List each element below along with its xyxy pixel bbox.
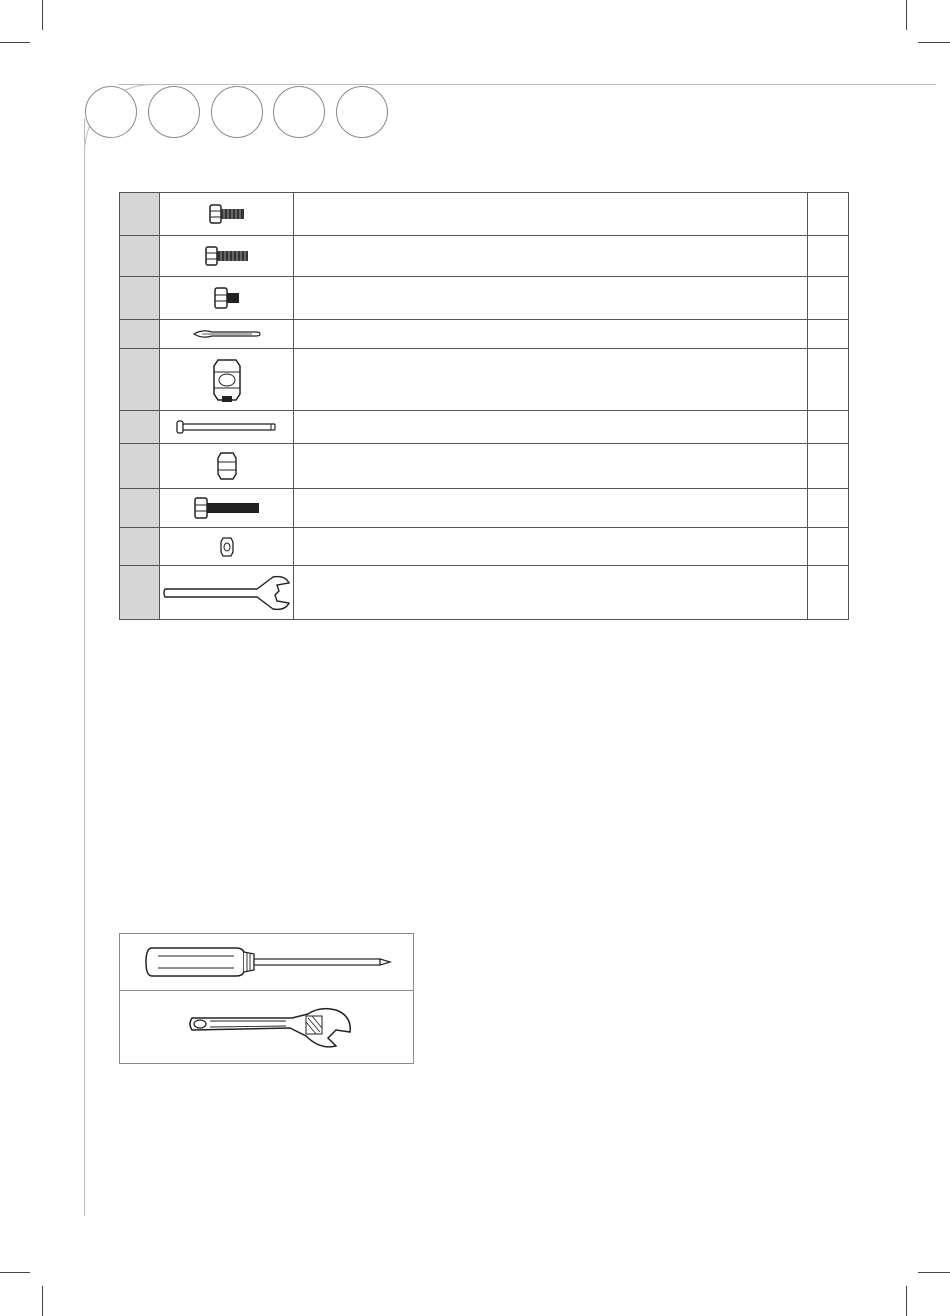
row-quantity [808,236,849,277]
row-quantity [808,193,849,236]
step-circle-4 [273,86,325,138]
table-row [120,277,849,320]
row-index [120,320,160,349]
row-index [120,528,160,566]
row-quantity [808,349,849,411]
tools-divider [120,990,413,991]
step-circle-1 [85,86,137,138]
page-frame-left-line [84,118,85,1216]
row-description [294,349,808,411]
open-end-wrench-icon [160,566,294,620]
table-row [120,489,849,528]
crop-mark [0,1272,30,1273]
table-row [120,193,849,236]
row-quantity [808,566,849,620]
row-description [294,236,808,277]
table-row [120,566,849,620]
crop-mark [42,0,43,30]
row-index [120,349,160,411]
crop-mark [0,42,30,43]
row-quantity [808,489,849,528]
page-frame-top-line [118,84,936,85]
row-quantity [808,411,849,444]
table-row [120,444,849,489]
crop-mark [918,1272,950,1273]
row-index [120,277,160,320]
table-row [120,320,849,349]
small-nut-icon [160,528,294,566]
table-row [120,528,849,566]
row-description [294,528,808,566]
long-threaded-bolt-icon [160,489,294,528]
row-index [120,193,160,236]
stub-hex-bolt-icon [160,277,294,320]
screwdriver-icon [144,942,394,982]
row-quantity [808,444,849,489]
large-lock-nut-icon [160,349,294,411]
crop-mark [906,0,907,30]
long-hex-bolt-icon [160,236,294,277]
crop-mark [42,1286,43,1316]
step-circle-2 [148,86,200,138]
row-description [294,489,808,528]
axle-pin-icon [160,411,294,444]
row-quantity [808,277,849,320]
step-circle-5 [336,86,388,138]
row-description [294,193,808,236]
table-row [120,349,849,411]
row-quantity [808,528,849,566]
row-index [120,444,160,489]
row-description [294,320,808,349]
table-row [120,411,849,444]
short-hex-bolt-icon [160,193,294,236]
row-index [120,411,160,444]
row-index [120,236,160,277]
adjustable-wrench-icon [186,1000,356,1054]
row-description [294,566,808,620]
tools-box [119,933,414,1064]
crop-mark [918,42,950,43]
row-index [120,489,160,528]
hex-nut-icon [160,444,294,489]
cotter-pin-icon [160,320,294,349]
parts-table [119,192,849,620]
step-circle-3 [211,86,263,138]
row-description [294,444,808,489]
row-description [294,277,808,320]
table-row [120,236,849,277]
row-quantity [808,320,849,349]
row-index [120,566,160,620]
crop-mark [906,1286,907,1316]
row-description [294,411,808,444]
